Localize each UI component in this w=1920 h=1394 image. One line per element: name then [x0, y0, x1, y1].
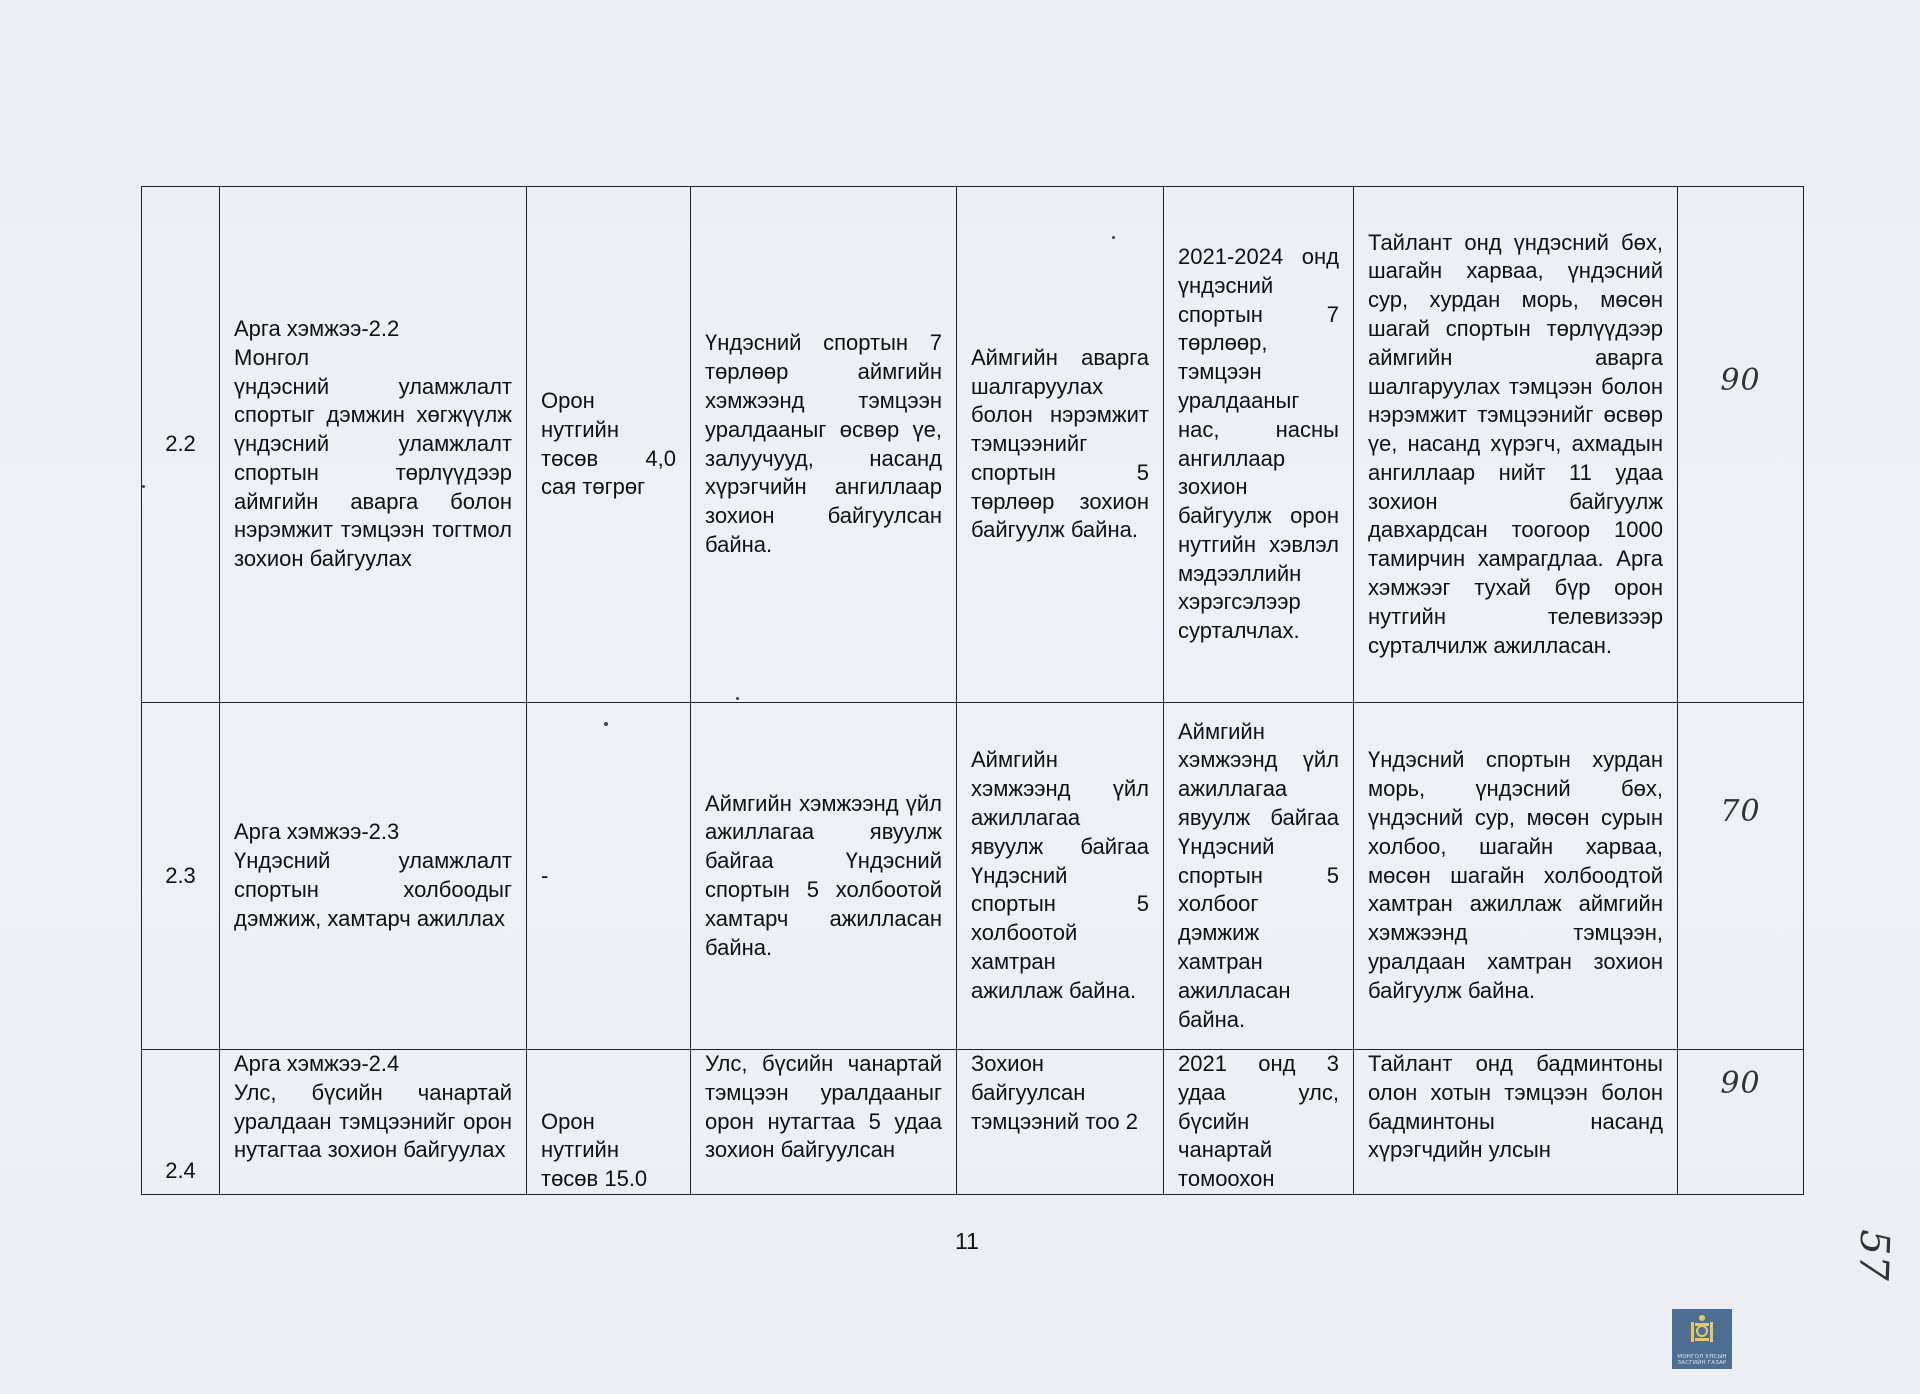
indicator-cell: Аймгийн аварга шалгаруулах болон нэрэмжит тэмцээнийг спортын 5 төрлөөр зохион байгуулж байна.: [957, 187, 1164, 703]
measure-cell: Арга хэмжээ-2.2 Монгол үндэсний уламжлалт спортыг дэмжин хөгжүүлж үндэсний уламжлалт спортын төрлүүдээр аймгийн аварга болон нэрэмжит тэмцээн тогтмол зохион байгуулах: [220, 187, 527, 703]
scan-speck: [142, 485, 145, 488]
measure-cell: Арга хэмжээ-2.4 Улс, бүсийн чанартай уралдаан тэмцээнийг орон нутагтаа зохион байгуулах: [220, 1050, 527, 1195]
score-cell: [1678, 703, 1804, 1050]
soyombo-emblem-icon: [1687, 1313, 1717, 1345]
table-row: [142, 1050, 1804, 1195]
score-cell: [1678, 1050, 1804, 1195]
stamp-label: МОНГОЛ УЛСЫН ЗАСГИЙН ГАЗАР: [1677, 1354, 1727, 1366]
plan-cell: 2021-2024 онд үндэсний спортын 7 төрлөөр, тэмцээн уралдааныг нас, насны ангиллаар зохион байгуулж орон нутгийн хэвлэл мэдээллийн хэрэгсэлээр сурталчлах.: [1164, 187, 1354, 703]
action-plan-table: [141, 186, 1804, 1195]
indicator-cell: Зохион байгуулсан тэмцээний тоо 2: [957, 1050, 1164, 1195]
handwritten-score: 90: [1720, 1066, 1761, 1101]
table-row: [142, 187, 1804, 703]
measure-cell: Арга хэмжээ-2.3 Үндэсний уламжлалт спортын холбоодыг дэмжиж, хамтарч ажиллах: [220, 703, 527, 1050]
budget-cell: Орон нутгийн төсөв 4,0 сая төгрөг: [527, 187, 691, 703]
scan-speck: [1112, 236, 1115, 239]
budget-cell: Орон нутгийн төсөв 15.0: [527, 1050, 691, 1195]
indicator-cell: Аймгийн хэмжээнд үйл ажиллагаа явуулж байгаа Үндэсний спортын 5 холбоотой хамтран ажиллаж байна.: [957, 703, 1164, 1050]
report-cell: Тайлант онд үндэсний бөх, шагайн харваа, үндэсний сур, хурдан морь, мөсөн шагай спортын төрлүүдээр аймгийн аварга шалгаруулах тэмцээн болон нэрэмжит тэмцээнийг өсвөр үе, насанд хүрэгч, ахмадын ангиллаар нийт 11 удаа зохион байгуулж давхардсан тоогоор 1000 тамирчин хамрагдлаа. Арга хэмжээг тухай бүр орон нутгийн телевизээр сурталчилж ажилласан.: [1354, 187, 1678, 703]
page-number: 11: [955, 1228, 979, 1254]
target-cell: Аймгийн хэмжээнд үйл ажиллагаа явуулж байгаа Үндэсний спортын 5 холбоотой хамтарч ажилласан байна.: [691, 703, 957, 1050]
target-cell: Үндэсний спортын 7 төрлөөр аймгийн хэмжээнд тэмцээн уралдааныг өсвөр үе, залуучууд, насанд хүрэгчийн ангиллаар зохион байгуулсан байна.: [691, 187, 957, 703]
handwritten-page-number: 57: [1849, 1228, 1898, 1282]
row-number-cell: 2.2: [142, 187, 220, 703]
scan-speck: [736, 697, 739, 700]
handwritten-score: 70: [1720, 794, 1761, 829]
report-cell: Үндэсний спортын хурдан морь, үндэсний бөх, үндэсний сур, мөсөн сурын холбоо, шагайн харваа, мөсөн шагайн холбоодтой хамтран ажиллаж аймгийн хэмжээнд тэмцээн, уралдаан хамтран зохион байгуулж байна.: [1354, 703, 1678, 1050]
report-cell: Тайлант онд бадминтоны олон хотын тэмцээн болон бадминтоны насанд хүрэгчдийн улсын: [1354, 1050, 1678, 1195]
score-cell: [1678, 187, 1804, 703]
scan-speck: [604, 722, 608, 726]
handwritten-score: 90: [1720, 363, 1761, 398]
row-number-cell: 2.4: [142, 1050, 220, 1195]
government-stamp: [1672, 1309, 1732, 1369]
target-cell: Улс, бүсийн чанартай тэмцээн уралдааныг орон нутагтаа 5 удаа зохион байгуулсан: [691, 1050, 957, 1195]
row-number-cell: 2.3: [142, 703, 220, 1050]
plan-cell: 2021 онд 3 удаа улс, бүсийн чанартай томоохон: [1164, 1050, 1354, 1195]
budget-cell: -: [527, 703, 691, 1050]
table-row: [142, 703, 1804, 1050]
plan-cell: Аймгийн хэмжээнд үйл ажиллагаа явуулж байгаа Үндэсний спортын 5 холбоог дэмжиж хамтран ажилласан байна.: [1164, 703, 1354, 1050]
